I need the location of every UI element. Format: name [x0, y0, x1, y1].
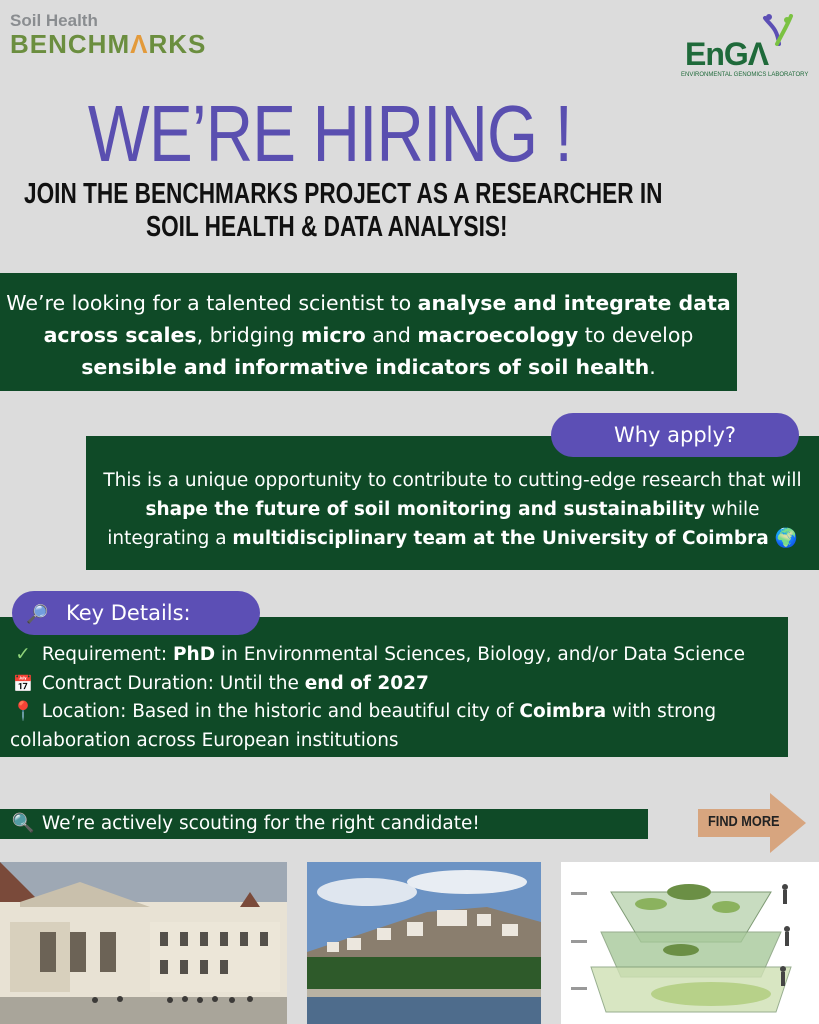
soil-scales-diagram-image [561, 862, 819, 1024]
subheadline-line2: SOIL HEALTH & DATA ANALYSIS! [146, 211, 508, 243]
enga-subtitle: ENVIRONMENTAL GENOMICS LABORATORY [681, 72, 809, 78]
logo-part: RKS [148, 29, 207, 59]
contract-bold: end of 2027 [304, 672, 429, 694]
pin-icon: 📍 [11, 701, 35, 722]
contract-row [10, 670, 778, 699]
soil-health-benchmarks-logo [10, 12, 206, 58]
why-apply-pill: Why apply? [551, 413, 799, 457]
logo-triangle: Λ [130, 29, 149, 59]
intro-bold: macroecology [417, 323, 579, 347]
page-title: WE’RE HIRING ! [87, 89, 573, 178]
check-icon: ✓ [15, 644, 31, 665]
scouting-bar [0, 809, 648, 839]
requirement-label: Requirement: [36, 644, 173, 665]
calendar-icon: 📅 [13, 673, 33, 693]
logo-line-benchmarks [10, 30, 206, 58]
requirement-rest: in Environmental Sciences, Biology, and/or Data Science [215, 644, 745, 665]
key-details-label: Key Details: [66, 601, 191, 625]
find-more-label: FIND MORE [708, 813, 780, 830]
coimbra-city-photo [307, 862, 541, 1024]
why-bold: multidisciplinary team at the University of Coimbra [232, 528, 769, 549]
intro-text: . [649, 355, 656, 379]
requirement-bold: PhD [172, 644, 216, 665]
university-photo [0, 862, 287, 1024]
magnifier-icon: 🔎 [26, 604, 49, 625]
intro-bold: micro [301, 323, 366, 347]
globe-icon: 🌍 [774, 528, 798, 549]
logo-part: BENCHM [10, 29, 131, 59]
intro-text: , bridging [196, 323, 302, 347]
location-label: Location: Based in the historic and beautiful city of [36, 701, 520, 722]
key-details-pill [12, 591, 260, 635]
intro-box [0, 273, 737, 391]
intro-bold: analyse and integrate data across scales [43, 291, 731, 347]
why-text: This is a unique opportunity to contribute to cutting-edge research that will [103, 470, 802, 491]
logo-line-soil-health: Soil Health [10, 11, 98, 30]
intro-bold: sensible and informative indicators of soil health [81, 355, 650, 379]
enga-logo [681, 16, 809, 80]
scouting-text: We’re actively scouting for the right candidate! [36, 813, 480, 834]
key-details-box [0, 617, 788, 757]
why-bold: shape the future of soil monitoring and sustainability [145, 499, 706, 520]
subheadline-line1: JOIN THE BENCHMARKS PROJECT AS A RESEARCHER IN [24, 178, 663, 210]
intro-text: and [365, 323, 418, 347]
requirement-row [10, 641, 778, 670]
location-rest: with strong collaboration across European institutions [10, 701, 717, 751]
find-more-button[interactable] [698, 793, 806, 853]
intro-text: We’re looking for a talented scientist to [6, 291, 418, 315]
location-row [10, 698, 778, 755]
search-icon: 🔍 [11, 813, 35, 834]
contract-label: Contract Duration: Until the [36, 672, 305, 694]
intro-text: to develop [578, 323, 694, 347]
why-text: while integrating a [107, 499, 760, 549]
location-bold: Coimbra [519, 701, 607, 722]
enga-wordmark: EnGΛ [685, 36, 769, 72]
